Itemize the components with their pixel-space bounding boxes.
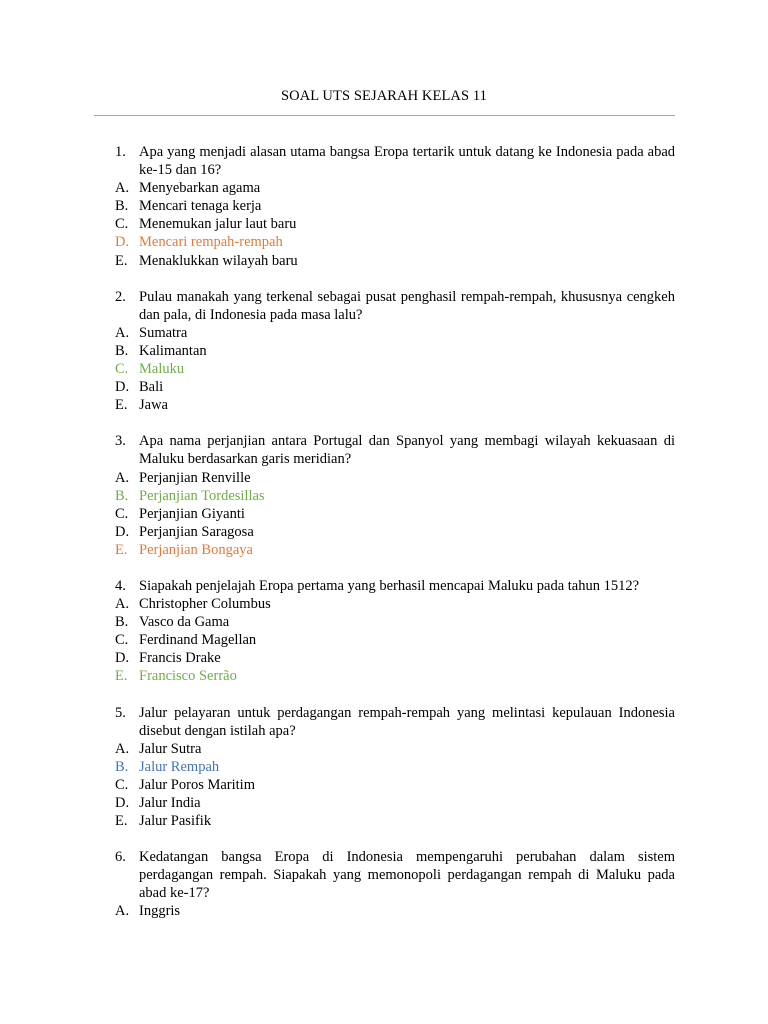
option-letter: A. bbox=[115, 469, 130, 486]
option-text: Jawa bbox=[139, 397, 168, 414]
option-text: Jalur Poros Maritim bbox=[139, 776, 255, 793]
answer-option bbox=[115, 233, 675, 251]
title-divider bbox=[94, 115, 675, 116]
answer-option bbox=[115, 324, 675, 342]
question-list bbox=[115, 143, 675, 939]
question-stem bbox=[115, 848, 675, 902]
option-text: Perjanjian Renville bbox=[139, 469, 251, 486]
question-text: Jalur pelayaran untuk perdagangan rempah-rempah yang melintasi kepulauan Indonesia disebut dengan istilah apa? bbox=[139, 704, 675, 739]
question-text: Apa yang menjadi alasan utama bangsa Eropa tertarik untuk datang ke Indonesia pada abad ke-15 dan 16? bbox=[139, 144, 675, 179]
option-letter: A. bbox=[115, 740, 130, 757]
option-letter: A. bbox=[115, 180, 130, 197]
option-text: Jalur Rempah bbox=[139, 758, 220, 775]
option-letter: C. bbox=[115, 361, 129, 378]
option-text: Jalur Sutra bbox=[139, 740, 202, 757]
answer-option bbox=[115, 812, 675, 830]
option-text: Mencari rempah-rempah bbox=[139, 234, 283, 251]
option-text: Jalur Pasifik bbox=[139, 813, 212, 830]
answer-option bbox=[115, 667, 675, 685]
question-number: 5. bbox=[115, 704, 126, 721]
option-text: Francis Drake bbox=[139, 650, 221, 667]
answer-option bbox=[115, 758, 675, 776]
option-text: Kalimantan bbox=[139, 342, 207, 359]
question-number: 6. bbox=[115, 849, 126, 866]
question-2 bbox=[115, 288, 675, 415]
option-text: Menemukan jalur laut baru bbox=[139, 216, 297, 233]
option-text: Mencari tenaga kerja bbox=[139, 198, 262, 215]
option-letter: B. bbox=[115, 758, 129, 775]
question-number: 4. bbox=[115, 577, 126, 594]
option-text: Sumatra bbox=[139, 324, 188, 341]
question-stem bbox=[115, 288, 675, 324]
option-letter: E. bbox=[115, 541, 128, 558]
question-text: Siapakah penjelajah Eropa pertama yang berhasil mencapai Maluku pada tahun 1512? bbox=[139, 577, 640, 594]
option-text: Menaklukkan wilayah baru bbox=[139, 252, 298, 269]
answer-option bbox=[115, 613, 675, 631]
option-text: Christopher Columbus bbox=[139, 596, 271, 613]
option-letter: B. bbox=[115, 342, 129, 359]
answer-option bbox=[115, 197, 675, 215]
answer-option bbox=[115, 342, 675, 360]
option-letter: E. bbox=[115, 668, 128, 685]
question-3 bbox=[115, 432, 675, 559]
question-6 bbox=[115, 848, 675, 920]
answer-option bbox=[115, 487, 675, 505]
option-letter: E. bbox=[115, 397, 128, 414]
option-letter: C. bbox=[115, 632, 129, 649]
option-letter: A. bbox=[115, 903, 130, 920]
question-4 bbox=[115, 577, 675, 686]
question-1 bbox=[115, 143, 675, 270]
question-number: 2. bbox=[115, 288, 126, 305]
option-letter: D. bbox=[115, 234, 130, 251]
option-text: Jalur India bbox=[139, 795, 201, 811]
page-title: SOAL UTS SEJARAH KELAS 11 bbox=[280, 88, 488, 104]
answer-option bbox=[115, 378, 675, 396]
question-stem bbox=[115, 577, 675, 595]
option-letter: D. bbox=[115, 650, 130, 667]
question-5 bbox=[115, 704, 675, 831]
option-letter: B. bbox=[115, 614, 129, 631]
question-text: Kedatangan bangsa Eropa di Indonesia mempengaruhi perubahan dalam sistem perdagangan rempah. Siapakah yang memonopoli perdagangan rempah di Maluku pada abad ke-17? bbox=[139, 849, 675, 902]
question-text: Apa nama perjanjian antara Portugal dan Spanyol yang membagi wilayah kekuasaan di Maluku berdasarkan garis meridian? bbox=[139, 433, 675, 468]
option-text: Vasco da Gama bbox=[139, 614, 230, 631]
option-letter: D. bbox=[115, 795, 130, 811]
option-text: Menyebarkan agama bbox=[139, 180, 261, 197]
answer-option bbox=[115, 776, 675, 794]
option-letter: E. bbox=[115, 252, 128, 269]
question-number: 1. bbox=[115, 144, 126, 160]
answer-option bbox=[115, 505, 675, 523]
option-letter: C. bbox=[115, 776, 129, 793]
answer-option bbox=[115, 794, 675, 812]
question-text: Pulau manakah yang terkenal sebagai pusat penghasil rempah-rempah, khususnya cengkeh dan pala, di Indonesia pada masa lalu? bbox=[139, 288, 675, 323]
option-text: Perjanjian Bongaya bbox=[139, 541, 253, 558]
answer-option bbox=[115, 360, 675, 378]
answer-option bbox=[115, 541, 675, 559]
option-text: Perjanjian Tordesillas bbox=[139, 487, 265, 504]
answer-option bbox=[115, 252, 675, 270]
option-text: Maluku bbox=[139, 361, 185, 378]
question-number: 3. bbox=[115, 433, 126, 450]
answer-option bbox=[115, 595, 675, 613]
option-text: Perjanjian Saragosa bbox=[139, 523, 254, 540]
option-letter: B. bbox=[115, 487, 129, 504]
answer-option bbox=[115, 396, 675, 414]
option-letter: D. bbox=[115, 523, 130, 540]
option-letter: D. bbox=[115, 379, 130, 396]
option-text: Ferdinand Magellan bbox=[139, 632, 257, 649]
answer-option bbox=[115, 649, 675, 667]
option-text: Inggris bbox=[139, 903, 181, 920]
answer-option bbox=[115, 523, 675, 541]
option-letter: E. bbox=[115, 813, 128, 830]
option-text: Perjanjian Giyanti bbox=[139, 505, 245, 522]
option-letter: B. bbox=[115, 198, 129, 215]
answer-option bbox=[115, 215, 675, 233]
option-letter: C. bbox=[115, 216, 129, 233]
answer-option bbox=[115, 902, 675, 920]
question-stem bbox=[115, 143, 675, 179]
option-text: Francisco Serrão bbox=[139, 668, 237, 685]
answer-option bbox=[115, 631, 675, 649]
option-text: Bali bbox=[139, 379, 164, 396]
option-letter: A. bbox=[115, 324, 130, 341]
answer-option bbox=[115, 179, 675, 197]
answer-option bbox=[115, 740, 675, 758]
option-letter: A. bbox=[115, 596, 130, 613]
question-stem bbox=[115, 704, 675, 740]
answer-option bbox=[115, 469, 675, 487]
option-letter: C. bbox=[115, 505, 129, 522]
question-stem bbox=[115, 432, 675, 468]
